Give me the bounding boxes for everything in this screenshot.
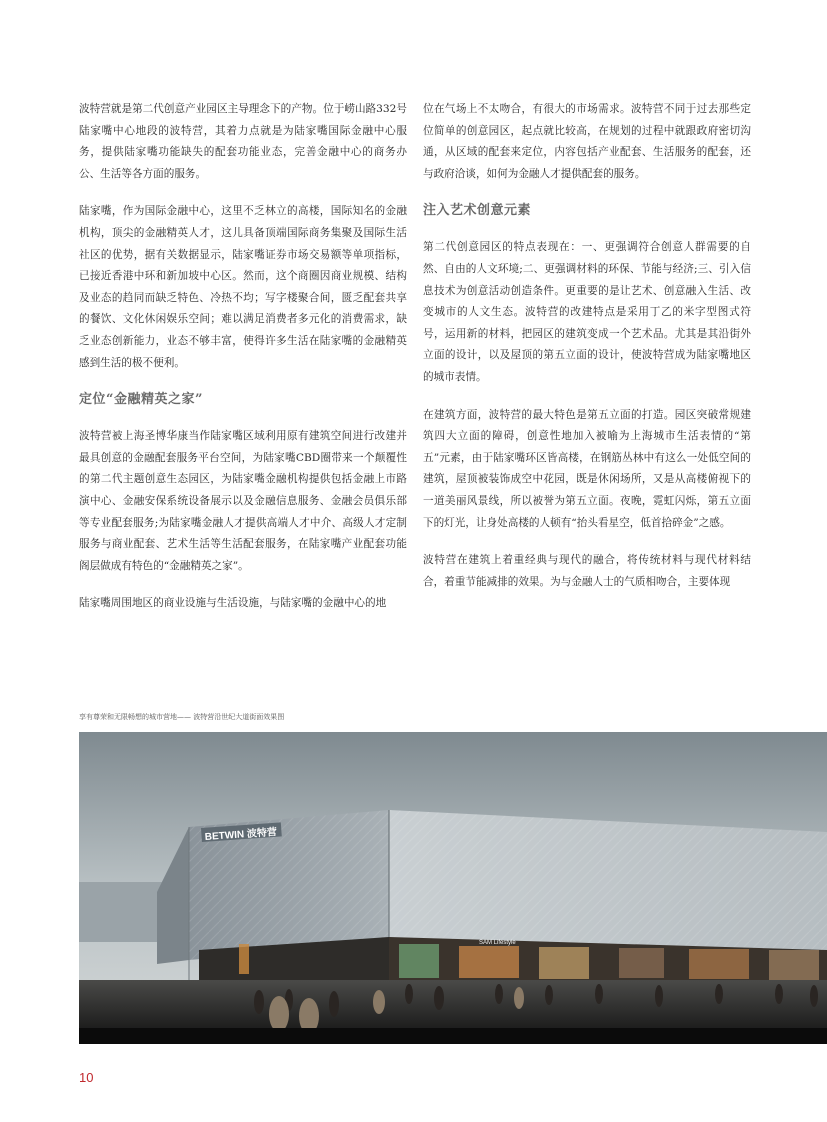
body-paragraph: 波特营在建筑上着重经典与现代的融合，将传统材料与现代材料结合，着重节能减排的效果。为与金融人士的气质相吻合，主要体现 (423, 554, 751, 588)
right-text-column (423, 99, 751, 609)
body-paragraph: 在建筑方面，波特营的最大特色是第五立面的打造。园区突破常规建筑四大立面的障碍，创意性地加入被喻为上海城市生活表情的“第五”元素，由于陆家嘴环区皆高楼，在钢筋丛林中有这么一处低空间的建筑，屋顶被装饰成空中花园，既是休闲场所，又是从高楼俯视下的一道美丽风景线，所以被誉为第五立面。夜晚，霓虹闪烁，第五立面下的灯光，让身处高楼的人顿有“抬头看星空，低首拾碎金”之感。 (423, 408, 751, 529)
left-text-column (79, 99, 407, 631)
figure-caption: 享有尊荣和无限畅想的城市营地—— 波特营沿世纪大道街面效果图 (79, 713, 285, 721)
store-sign-text: SAM Lifestyle (479, 940, 516, 946)
body-paragraph: 波特营就是第二代创意产业园区主导理念下的产物。位于崂山路332号陆家嘴中心地段的波特营，其着力点就是为陆家嘴国际金融中心服务，提供陆家嘴功能缺失的配套功能业态，完善金融中心的商务办公、生活等各方面的服务。 (79, 103, 407, 180)
page-number: 10 (79, 1070, 94, 1085)
building-sign-text: BETWIN 波特营 (204, 826, 278, 843)
building-rendering-image (79, 732, 827, 1044)
section-heading: 注入艺术创意元素 (423, 203, 532, 219)
section-heading: 定位“金融精英之家” (79, 392, 203, 408)
body-paragraph: 第二代创意园区的特点表现在：一、更强调符合创意人群需要的自然、自由的人文环境;二、更强调材料的环保、节能与经济;三、引入信息技术为创意活动创造条件。更重要的是让艺术、创意融入生活、改变城市的人文生态。波特营的改建特点是采用丁乙的米字型图式符号，运用新的材料，把园区的建筑变成一个艺术品。尤其是其沿街外立面的设计，以及屋顶的第五立面的设计，使波特营成为陆家嘴地区的城市表情。 (423, 241, 751, 383)
body-paragraph: 陆家嘴周围地区的商业设施与生活设施，与陆家嘴的金融中心的地 (79, 597, 387, 610)
body-paragraph: 陆家嘴，作为国际金融中心，这里不乏林立的高楼，国际知名的金融机构，顶尖的金融精英人才，这儿具备顶端国际商务集聚及国际生活社区的优势，据有关数据显示，陆家嘴证券市场交易额等单项指标，已接近香港中环和新加坡中心区。然而，这个商圈因商业规模、结构及业态的趋同而缺乏特色、冷热不均；写字楼聚合间，匮乏配套共享的餐饮、文化休闲娱乐空间；难以满足消费者多元化的消费需求，缺乏业态创新能力，业态不够丰富，使得许多生活在陆家嘴的金融精英感到生活的极不便利。 (79, 205, 407, 369)
body-paragraph: 波特营被上海圣博华康当作陆家嘴区域利用原有建筑空间进行改建并最具创意的金融配套服务平台空间，为陆家嘴CBD圈带来一个颠覆性的第二代主题创意生态园区，为陆家嘴金融机构提供包括金融上市路演中心、金融安保系统设备展示以及金融信息服务、金融会员俱乐部等专业配套服务;为陆家嘴金融人才提供高端人才中介、高级人才定制服务与商业配套、艺术生活等生活配套服务，在陆家嘴产业配套功能阁层做成有特色的“金融精英之家”。 (79, 430, 407, 572)
body-paragraph: 位在气场上不太吻合，有很大的市场需求。波特营不同于过去那些定位简单的创意园区，起点就比较高，在规划的过程中就跟政府密切沟通，从区域的配套来定位，内容包括产业配套、生活服务的配套，还与政府洽谈，如何为金融人才提供配套的服务。 (423, 103, 751, 180)
